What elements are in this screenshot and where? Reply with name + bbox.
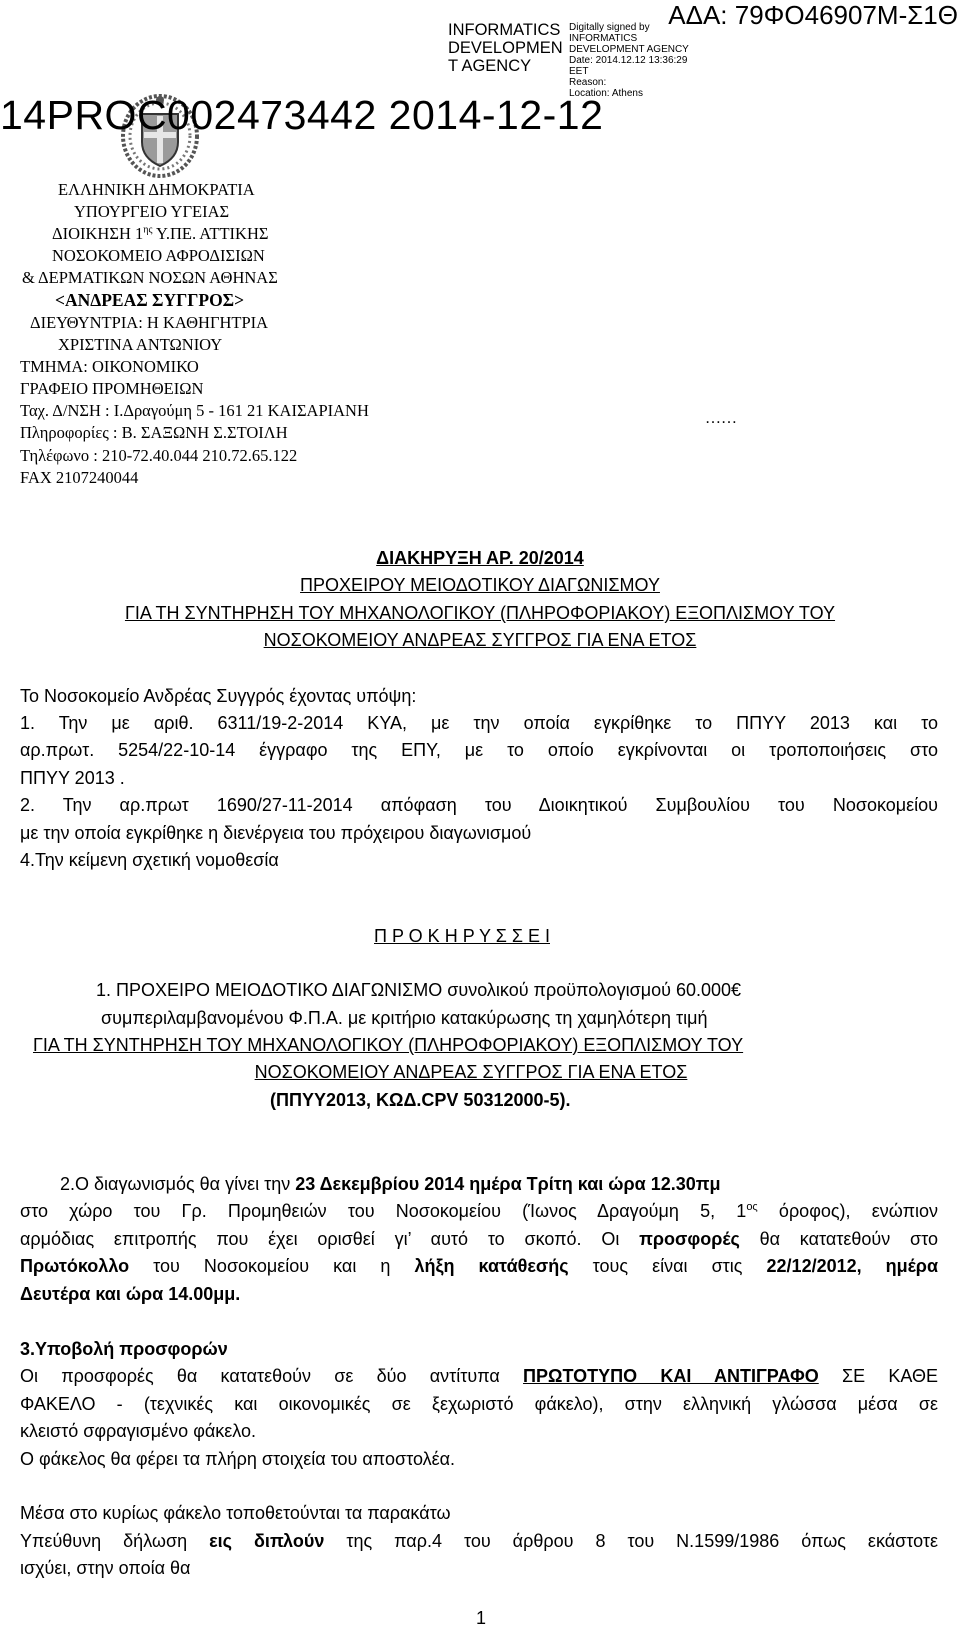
signer-name: INFORMATICS DEVELOPMEN T AGENCY [448, 21, 563, 75]
issuer-country: ΕΛΛΗΝΙΚΗ ΔΗΜΟΚΡΑΤΙΑ [58, 180, 255, 199]
issuer-hospital-line1: ΝΟΣΟΚΟΜΕΙΟ ΑΦΡΟΔΙΣΙΩΝ [52, 246, 265, 265]
section3-line6: Υπεύθυνη δήλωση εις διπλούν της παρ.4 του άρθρου 8 του Ν.1599/1986 όπως εκάστοτε [20, 1531, 938, 1551]
section2-line2: στο χώρο του Γρ. Προμηθειών του Νοσοκομείου (Ίωνος Δραγούμη 5, $1^{o\varsigma}$ όροφος), ενώπιον [20, 1201, 939, 1221]
section2-line5: Δευτέρα και ώρα 14.00μμ. [20, 1284, 241, 1304]
section3-line2: ΦΑΚΕΛΟ - (τεχνικές και οικονομικές σε ξεχωριστό φάκελο), στην ελληνική γλώσσα μέσα σε [20, 1394, 938, 1414]
placeholder-dots: …… [705, 410, 737, 427]
title-line4: ΝΟΣΟΚΟΜΕΙΟΥ ΑΝΔΡΕΑΣ ΣΥΓΓΡΟΣ ΓΙΑ ΕΝΑ ΕΤΟΣ [263, 630, 697, 650]
issuer-info: Πληροφορίες : Β. ΣΑΞΩΝΗ Σ.ΣΤΟΙΛΗ [20, 423, 288, 442]
page-number: 1 [476, 1608, 487, 1628]
section2-line3: αρμόδιας επιτροπής που έχει ορισθεί γι’ αυτό το σκοπό. Οι προσφορές θα κατατεθούν στο [20, 1229, 939, 1249]
digital-signature: Digitally signed by INFORMATICS DEVELOPMENT AGENCY Date: 2014.12.12 13:36:29 EET Reason: Location: Athens [569, 22, 689, 99]
announces-heading: Π Ρ Ο Κ Η Ρ Υ Σ Σ Ε Ι [374, 926, 550, 946]
issuer-phone: Τηλέφωνο : 210-72.40.044 210.72.65.122 [20, 446, 298, 465]
section2-line1: 2.Ο διαγωνισμός θα γίνει την 23 Δεκεμβρίου 2014 ημέρα Τρίτη και ώρα 12.30πμ [60, 1174, 721, 1194]
title-line1: ΔΙΑΚΗΡΥΞΗ ΑΡ. 20/2014 [376, 548, 584, 568]
section1-line1: 1. ΠΡΟΧΕΙΡΟ ΜΕΙΟΔΟΤΙΚΟ ΔΙΑΓΩΝΙΣΜΟ συνολικού προϋπολογισμού 60.000€ [96, 980, 742, 1000]
section3-line3: κλειστό σφραγισμένο φάκελο. [20, 1421, 257, 1441]
title-line3: ΓΙΑ ΤΗ ΣΥΝΤΗΡΗΣΗ ΤΟΥ ΜΗΧΑΝΟΛΟΓΙΚΟΥ (ΠΛΗΡΟΦΟΡΙΑΚΟΥ) ΕΞΟΠΛΙΣΜΟΥ ΤΟΥ [124, 603, 836, 623]
section3-line7: ισχύει, στην οποία θα [20, 1558, 191, 1578]
considering-item1-line1: 1. Την με αριθ. 6311/19-2-2014 ΚΥΑ, με την οποία εγκρίθηκε το ΠΠΥΥ 2013 και το [20, 713, 938, 733]
considering-item2-line2: με την οποία εγκρίθηκε η διενέργεια του πρόχειρου διαγωνισμού [20, 823, 532, 843]
issuer-hospital-name: <ΑΝΔΡΕΑΣ ΣΥΓΓΡΟΣ> [55, 290, 245, 310]
issuer-director-title: ΔΙΕΥΘΥΝΤΡΙΑ: Η ΚΑΘΗΓΗΤΡΙΑ [30, 313, 269, 332]
section1-line5: (ΠΠΥΥ2013, ΚΩΔ.CPV 50312000-5). [270, 1090, 571, 1110]
issuer-department: ΤΜΗΜΑ: ΟΙΚΟΝΟΜΙΚΟ [20, 357, 199, 376]
considering-item2-line1: 2. Την αρ.πρωτ 1690/27-11-2014 απόφαση του Διοικητικού Συμβουλίου του Νοσοκομείου [20, 795, 938, 815]
issuer-fax: FAX 2107240044 [20, 468, 139, 487]
considering-intro: Το Νοσοκομείο Ανδρέας Συγγρός έχοντας υπόψη: [20, 686, 417, 706]
ada-code: ΑΔΑ: 79ΦΟ46907Μ-Σ1Θ [668, 0, 958, 30]
section3-line1: Οι προσφορές θα κατατεθούν σε δύο αντίτυπα ΠΡΩΤΟΤΥΠΟ ΚΑΙ ΑΝΤΙΓΡΑΦΟ ΣΕ ΚΑΘΕ [20, 1366, 938, 1386]
section1-line4: ΝΟΣΟΚΟΜΕΙΟΥ ΑΝΔΡΕΑΣ ΣΥΓΓΡΟΣ ΓΙΑ ΕΝΑ ΕΤΟΣ [254, 1062, 688, 1082]
protocol-number: 14PROC002473442 2014-12-12 [0, 92, 604, 138]
title-line2: ΠΡΟΧΕΙΡΟΥ ΜΕΙΟΔΟΤΙΚΟΥ ΔΙΑΓΩΝΙΣΜΟΥ [300, 575, 660, 595]
considering-item4: 4.Την κείμενη σχετική νομοθεσία [20, 850, 279, 870]
issuer-office: ΓΡΑΦΕΙΟ ΠΡΟΜΗΘΕΙΩΝ [20, 379, 204, 398]
issuer-address: Ταχ. Δ/ΝΣΗ : Ι.Δραγούμη 5 - 161 21 ΚΑΙΣΑΡΙΑΝΗ [20, 401, 369, 420]
section1-line2: συμπεριλαμβανομένου Φ.Π.Α. με κριτήριο κατακύρωσης τη χαμηλότερη τιμή [101, 1008, 708, 1028]
considering-item1-line3: ΠΠΥΥ 2013 . [20, 768, 125, 788]
issuer-ministry: ΥΠΟΥΡΓΕΙΟ ΥΓΕΙΑΣ [74, 202, 230, 221]
section3-line5: Μέσα στο κυρίως φάκελο τοποθετούνται τα παρακάτω [20, 1503, 451, 1523]
issuer-hospital-line2: & ΔΕΡΜΑΤΙΚΩΝ ΝΟΣΩΝ ΑΘΗΝΑΣ [22, 268, 278, 287]
section1-line3: ΓΙΑ ΤΗ ΣΥΝΤΗΡΗΣΗ ΤΟΥ ΜΗΧΑΝΟΛΟΓΙΚΟΥ (ΠΛΗΡΟΦΟΡΙΑΚΟΥ) ΕΞΟΠΛΙΣΜΟΥ ΤΟΥ [33, 1035, 744, 1055]
considering-item1-line2: αρ.πρωτ. 5254/22-10-14 έγγραφο της ΕΠΥ, με το οποίο εγκρίνονται οι τροποποιήσεις στο [20, 740, 938, 760]
issuer-director-name: ΧΡΙΣΤΙΝΑ ΑΝΤΩΝΙΟΥ [58, 335, 223, 354]
section3-line4: Ο φάκελος θα φέρει τα πλήρη στοιχεία του αποστολέα. [20, 1449, 456, 1469]
issuer-region: ΔΙΟΙΚΗΣΗ $1^{\eta\varsigma}$ Υ.ΠΕ. ΑΤΤΙΚΗΣ [52, 224, 269, 243]
section3-heading: 3.Υποβολή προσφορών [20, 1339, 228, 1359]
section2-line4: Πρωτόκολλο του Νοσοκομείου και η λήξη κατάθεσής τους είναι στις 22/12/2012, ημέρα [20, 1256, 939, 1276]
